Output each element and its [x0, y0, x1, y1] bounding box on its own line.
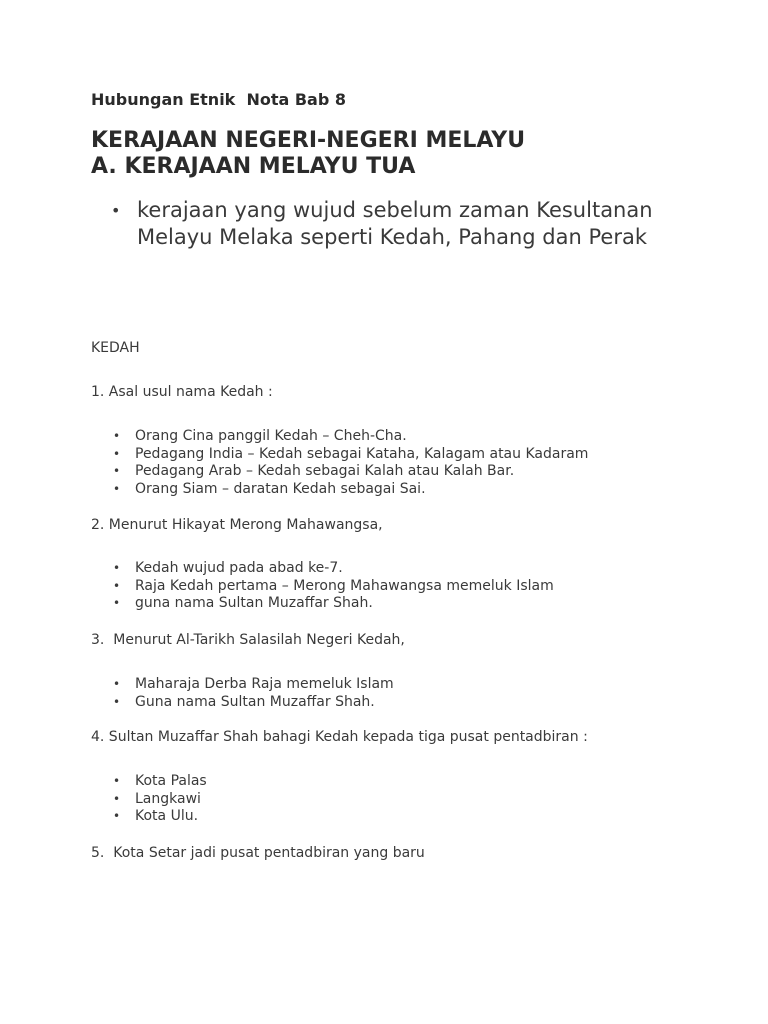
point-3-list	[91, 676, 394, 711]
main-heading: KERAJAAN NEGERI-NEGERI MELAYU	[91, 128, 526, 153]
list-item: • Maharaja Derba Raja memeluk Islam	[91, 676, 394, 694]
list-item: • Kota Ulu.	[91, 808, 207, 826]
point-2-list	[91, 560, 554, 613]
list-item: • Langkawi	[91, 791, 207, 809]
list-item: • Pedagang India – Kedah sebagai Kataha, Kalagam atau Kadaram	[91, 446, 588, 464]
point-1-list	[91, 428, 588, 498]
point-4-list	[91, 773, 207, 826]
list-item: • Kedah wujud pada abad ke-7.	[91, 560, 554, 578]
section-label-kedah: KEDAH	[91, 340, 140, 356]
list-item: • Guna nama Sultan Muzaffar Shah.	[91, 694, 394, 712]
point-4: 4. Sultan Muzaffar Shah bahagi Kedah kepada tiga pusat pentadbiran :	[91, 729, 588, 745]
point-5: 5. Kota Setar jadi pusat pentadbiran yang baru	[91, 845, 425, 861]
list-item: • Raja Kedah pertama – Merong Mahawangsa memeluk Islam	[91, 578, 554, 596]
document-title: Hubungan Etnik Nota Bab 8	[91, 90, 347, 109]
point-2: 2. Menurut Hikayat Merong Mahawangsa,	[91, 517, 383, 533]
list-item: • Kota Palas	[91, 773, 207, 791]
sub-heading: A. KERAJAAN MELAYU TUA	[91, 154, 416, 179]
point-3: 3. Menurut Al-Tarikh Salasilah Negeri Kedah,	[91, 632, 405, 648]
point-1: 1. Asal usul nama Kedah :	[91, 384, 273, 400]
list-item: • Orang Cina panggil Kedah – Cheh-Cha.	[91, 428, 588, 446]
list-item: • guna nama Sultan Muzaffar Shah.	[91, 595, 554, 613]
intro-item: • kerajaan yang wujud sebelum zaman Kesultanan Melayu Melaka seperti Kedah, Pahang dan Perak	[91, 197, 691, 251]
list-item: • Orang Siam – daratan Kedah sebagai Sai.	[91, 481, 588, 499]
list-item: • Pedagang Arab – Kedah sebagai Kalah atau Kalah Bar.	[91, 463, 588, 481]
intro-list	[91, 197, 691, 251]
